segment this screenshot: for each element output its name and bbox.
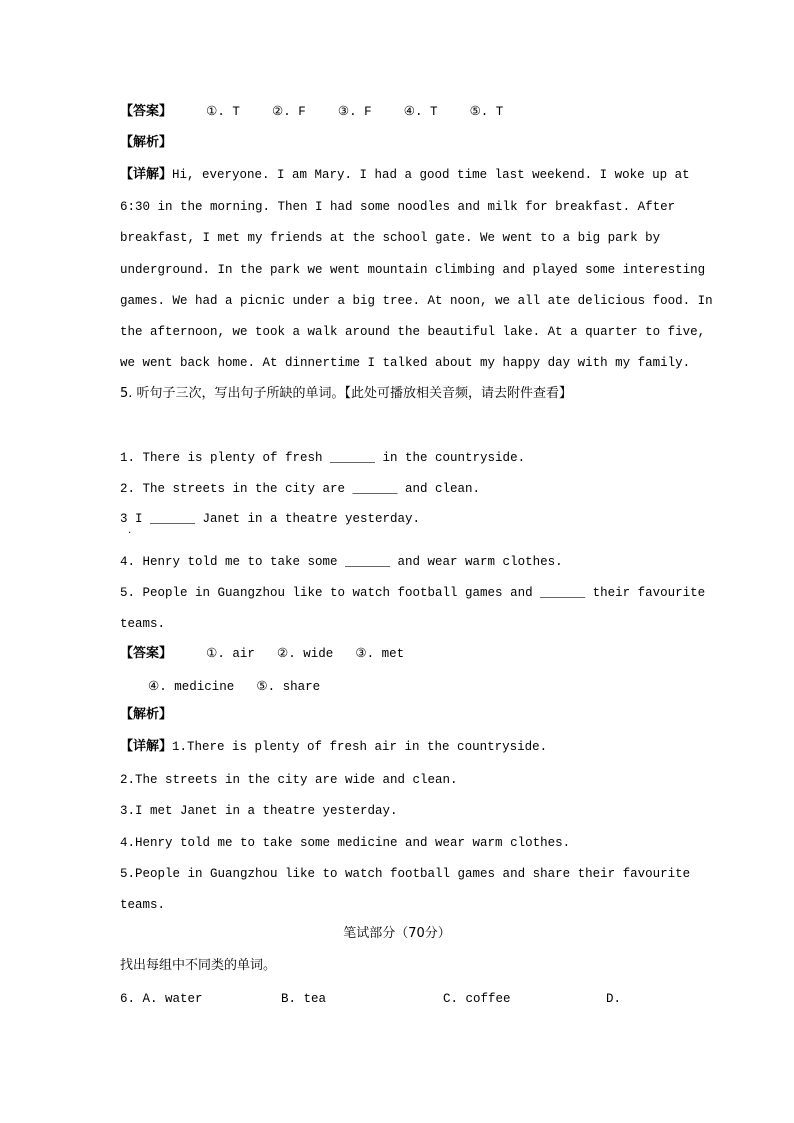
detail-line (120, 738, 547, 756)
passage-line: we went back home. At dinnertime I talked about my happy day with my family. (120, 356, 691, 370)
question-6-c: C. coffee (443, 992, 511, 1006)
question-item: 2. The streets in the city are ______ and clean. (120, 482, 481, 496)
answer-option: ③. met (355, 647, 405, 661)
analysis-label: 【解析】 (120, 135, 173, 150)
answer-option: ④. T (403, 105, 438, 119)
answer-option: ①. air (206, 647, 255, 661)
question-item: 5. People in Guangzhou like to watch football games and ______ their favourite (120, 586, 706, 600)
answer-option: ④. medicine (148, 680, 235, 694)
detail-line: 4.Henry told me to take some medicine and wear warm clothes. (120, 836, 571, 850)
question-5-prompt: 5. 听句子三次，写出句子所缺的单词。【此处可播放相关音频，请去附件查看】 (120, 386, 573, 401)
detail-line: 5.People in Guangzhou like to watch football games and share their favourite (120, 867, 691, 881)
question-6-b: B. tea (281, 992, 327, 1006)
detail-label: 【详解】 (120, 167, 173, 182)
detail-line (120, 166, 690, 184)
question-item: 1. There is plenty of fresh ______ in the countryside. (120, 451, 526, 465)
passage-text: Hi, everyone. I am Mary. I had a good time last weekend. I woke up at (172, 168, 690, 182)
detail-text: 1.There is plenty of fresh air in the countryside. (172, 740, 548, 754)
answer-option: ②. F (272, 105, 306, 119)
answer-option: ③. F (337, 105, 372, 119)
passage-line: the afternoon, we took a walk around the beautiful lake. At a quarter to five, (120, 325, 706, 339)
detail-line: 2.The streets in the city are wide and clean. (120, 773, 458, 787)
stray-dot: · (128, 528, 132, 539)
passage-line: 6:30 in the morning. Then I had some noodles and milk for breakfast. After (120, 200, 676, 214)
answer-label: 【答案】 (120, 104, 173, 119)
detail-line: teams. (120, 898, 166, 912)
answer-row-3 (148, 678, 348, 696)
detail-line: 3.I met Janet in a theatre yesterday. (120, 804, 398, 818)
answer-option: ⑤. T (469, 105, 504, 119)
answer-row-1 (120, 103, 531, 121)
question-item: 3 I ______ Janet in a theatre yesterday. (120, 512, 421, 526)
answer-option: ⑤. share (256, 680, 321, 694)
passage-line: underground. In the park we went mountain climbing and played some interesting (120, 263, 706, 277)
question-item: teams. (120, 617, 166, 631)
answer-option: ①. T (206, 105, 240, 119)
analysis-label: 【解析】 (120, 707, 173, 722)
passage-line: breakfast, I met my friends at the school gate. We went to a big park by (120, 231, 661, 245)
answer-option: ②. wide (277, 647, 334, 661)
instruction: 找出每组中不同类的单词。 (120, 958, 277, 973)
answer-label: 【答案】 (120, 646, 173, 661)
question-item: 4. Henry told me to take some ______ and wear warm clothes. (120, 555, 563, 569)
passage-line: games. We had a picnic under a big tree. At noon, we all ate delicious food. In (120, 294, 713, 308)
detail-label: 【详解】 (120, 739, 173, 754)
answer-row-2 (120, 645, 432, 663)
question-6-a: 6. A. water (120, 992, 203, 1006)
question-6-d: D. (606, 992, 622, 1006)
section-title: 笔试部分（70分） (343, 926, 451, 941)
